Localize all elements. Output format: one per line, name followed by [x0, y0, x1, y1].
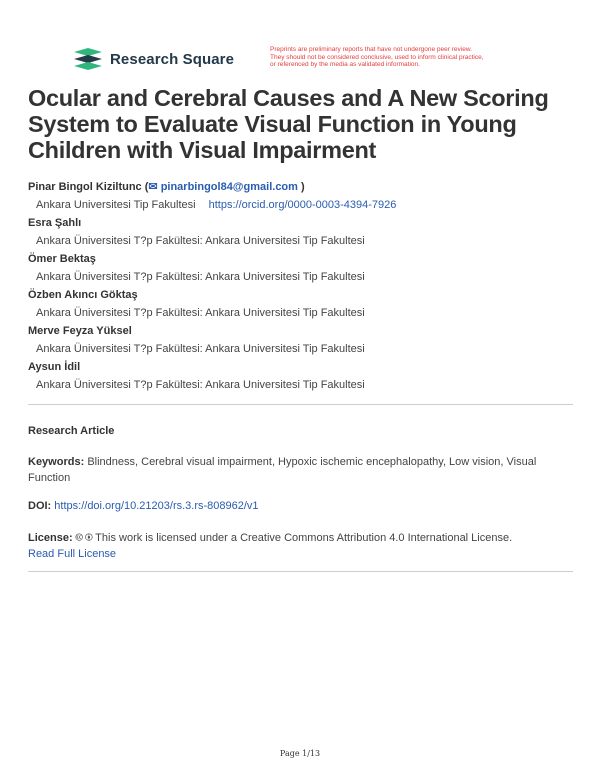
page-number: Page 1/13	[279, 749, 321, 758]
doi-link[interactable]: https://doi.org/10.21203/rs.3.rs-808962/v1	[54, 500, 259, 512]
keywords-text: Blindness, Cerebral visual impairment, Hypoxic ischemic encephalopathy, Low vision, Visual Function	[28, 456, 537, 484]
license	[28, 530, 568, 562]
author-affiliation: Ankara Üniversitesi T?p Fakültesi: Ankara Universitesi Tip Fakultesi	[36, 271, 365, 283]
paper-title: Ocular and Cerebral Causes and A New Scoring System to Evaluate Visual Function in Young Children with Visual Impairment	[28, 85, 549, 163]
page-header	[74, 46, 534, 76]
preprint-notice-line: They should not be considered conclusive, used to inform clinical practice,	[270, 53, 484, 61]
creative-commons-icon: 🅭 🅯	[75, 532, 93, 544]
license-label: License:	[28, 532, 73, 544]
section-divider	[28, 571, 573, 572]
author-name: Esra Şahlı	[28, 217, 82, 229]
author-entry	[28, 216, 568, 252]
email-open-paren: (	[144, 181, 149, 193]
author-email: pinarbingol84@gmail.com	[160, 181, 298, 193]
author-name: Aysun İdil	[28, 361, 81, 373]
author-affiliation: Ankara Üniversitesi T?p Fakültesi: Ankara Universitesi Tip Fakultesi	[36, 343, 365, 355]
author-name: Merve Feyza Yüksel	[28, 325, 132, 337]
research-square-logo[interactable]	[74, 48, 234, 70]
author-name: Özben Akıncı Göktaş	[28, 289, 138, 301]
preprint-notice	[270, 46, 540, 69]
license-text: This work is licensed under a Creative Commons Attribution 4.0 International License.	[95, 532, 513, 544]
author-name: Ömer Bektaş	[28, 253, 96, 265]
doi	[28, 500, 259, 512]
author-entry	[28, 288, 568, 324]
research-square-logo-icon	[74, 48, 102, 70]
author-affiliation: Ankara Universitesi Tip Fakultesi	[36, 199, 196, 211]
author-affiliation: Ankara Üniversitesi T?p Fakültesi: Ankara Universitesi Tip Fakultesi	[36, 235, 365, 247]
logo-text: Research Square	[110, 50, 235, 68]
preprint-notice-line: or referenced by the media as validated information.	[270, 61, 420, 69]
author-entry	[28, 180, 568, 216]
email-close-paren: )	[301, 181, 305, 193]
author-affiliation: Ankara Üniversitesi T?p Fakültesi: Ankara Universitesi Tip Fakultesi	[36, 307, 365, 319]
orcid-link[interactable]: https://orcid.org/0000-0003-4394-7926	[208, 199, 397, 211]
author-email-link[interactable]	[148, 181, 298, 193]
doi-label: DOI:	[28, 500, 52, 512]
author-name: Pinar Bingol Kiziltunc	[28, 181, 142, 193]
preprint-notice-line: Preprints are preliminary reports that have not undergone peer review.	[270, 46, 472, 53]
keywords-label: Keywords:	[28, 456, 85, 468]
section-divider	[28, 404, 573, 405]
author-entry	[28, 360, 568, 396]
keywords	[28, 454, 568, 486]
article-type: Research Article	[28, 425, 115, 437]
envelope-icon: ✉	[148, 181, 161, 193]
author-affiliation: Ankara Üniversitesi T?p Fakültesi: Ankara Universitesi Tip Fakultesi	[36, 379, 365, 391]
author-entry	[28, 252, 568, 288]
author-list	[28, 180, 568, 396]
read-full-license-link[interactable]: Read Full License	[28, 548, 117, 560]
author-entry	[28, 324, 568, 360]
